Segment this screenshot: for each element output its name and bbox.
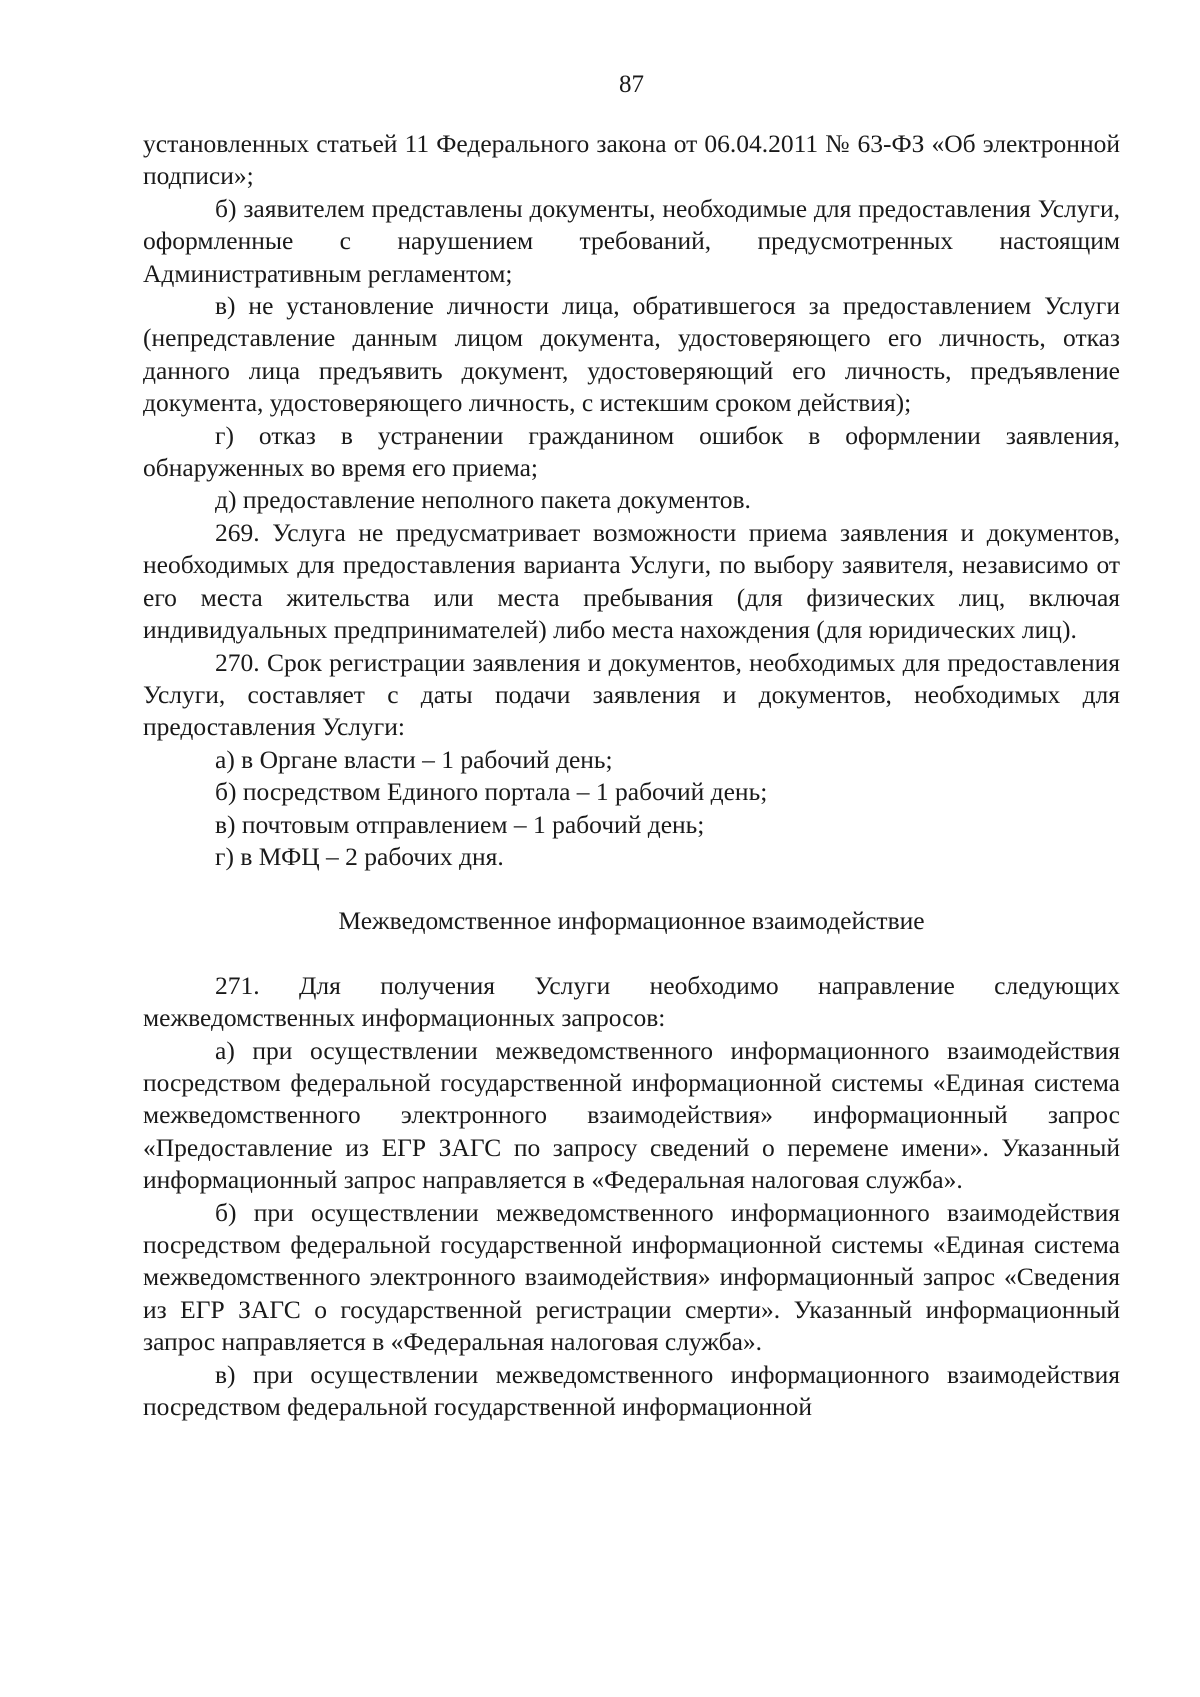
paragraph: а) при осуществлении межведомственного информационного взаимодействия посредством федеральной государственной информационной системы «Единая система межведомственного электронного взаимодействия» информационный запрос «Предоставление из ЕГР ЗАГС по запросу сведений о перемене имени». Указанный информационный запрос направляется в «Федеральная налоговая служба». [143,1035,1120,1195]
paragraph: б) заявителем представлены документы, необходимые для предоставления Услуги, оформленные с нарушением требований, предусмотренных настоящим Административным регламентом; [143,193,1120,288]
paragraph: 271. Для получения Услуги необходимо направление следующих межведомственных информационных запросов: [143,970,1120,1033]
paragraph: а) в Органе власти – 1 рабочий день; [215,744,613,774]
paragraph: установленных статьей 11 Федерального закона от 06.04.2011 № 63-ФЗ «Об электронной подписи»; [143,129,1120,191]
paragraph: г) отказ в устранении гражданином ошибок в оформлении заявления, обнаруженных во время его приема; [143,420,1120,483]
page-number: 87 [619,71,644,98]
paragraph: б) при осуществлении межведомственного информационного взаимодействия посредством федеральной государственной информационной системы «Единая система межведомственного электронного взаимодействия» информационный запрос «Сведения из ЕГР ЗАГС о государственной регистрации смерти». Указанный информационный запрос направляется в «Федеральная налоговая служба». [143,1197,1120,1357]
paragraph: в) почтовым отправлением – 1 рабочий день; [215,809,705,839]
paragraph: 269. Услуга не предусматривает возможности приема заявления и документов, необходимых для предоставления варианта Услуги, по выбору заявителя, независимо от его места жительства или места пребывания (для физических лиц, включая индивидуальных предпринимателей) либо места нахождения (для юридических лиц). [143,517,1120,645]
paragraph: в) не установление личности лица, обратившегося за предоставлением Услуги (непредставление данным лицом документа, удостоверяющего его личность, отказ данного лица предъявить документ, удостоверяющий его личность, предъявление документа, удостоверяющего личность, с истекшим сроком действия); [143,291,1120,418]
section-heading: Межведомственное информационное взаимодействие [338,906,925,936]
paragraph: д) предоставление неполного пакета документов. [215,485,751,515]
paragraph: г) в МФЦ – 2 рабочих дня. [215,841,504,871]
paragraph: в) при осуществлении межведомственного информационного взаимодействия посредством федеральной государственной информационной [143,1359,1120,1422]
document-body [143,128,1120,1423]
paragraph: 270. Срок регистрации заявления и документов, необходимых для предоставления Услуги, составляет с даты подачи заявления и документов, необходимых для предоставления Услуги: [143,647,1120,742]
paragraph: б) посредством Единого портала – 1 рабочий день; [215,777,768,807]
